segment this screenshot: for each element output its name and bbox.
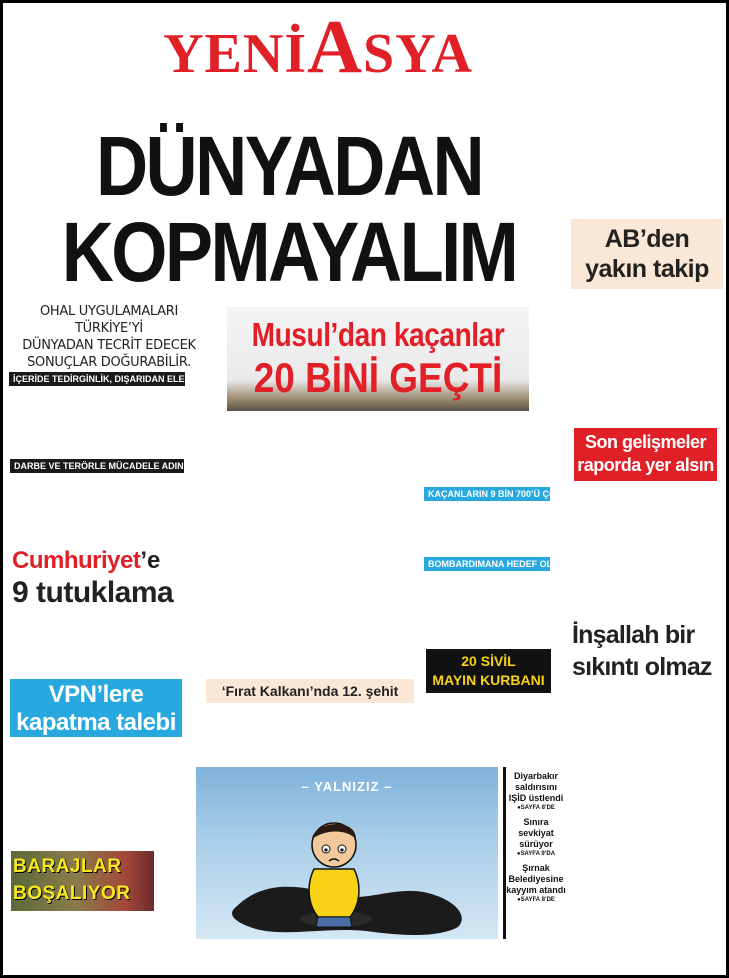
vpn-line1: VPN’lere <box>48 681 144 708</box>
son-gelismeler-line1: Son gelişmeler <box>584 432 707 452</box>
barajlar-line1: BARAJLAR <box>13 856 122 877</box>
main-headline[interactable] <box>15 119 563 299</box>
cumhuriyet-brand: Cumhuriyet <box>12 547 141 574</box>
sidebar-item-page: ●SAYFA 8’DE <box>517 897 555 903</box>
son-gelismeler-box[interactable] <box>574 428 717 481</box>
sidebar-item-diyarbakir[interactable] <box>506 771 566 813</box>
mayin-line2: MAYIN KURBANI <box>432 672 545 688</box>
sidebar-item-title: Belediyesine <box>508 874 564 884</box>
vpn-headline-box[interactable] <box>10 679 182 737</box>
ab-takip-box[interactable] <box>571 219 723 289</box>
ohal-line2: DÜNYADAN TECRİT EDECEK <box>22 338 196 353</box>
firat-kalkani-box[interactable]: ‘Fırat Kalkanı’nda 12. şehit <box>206 679 414 703</box>
musul-line2: 20 BİNİ GEÇTİ <box>253 354 503 401</box>
darbe-strip[interactable]: DARBE VE TERÖRLE MÜCADELE ADINA TASFİYE <box>10 459 184 473</box>
sidebar-item-title: saldırısını <box>514 782 558 792</box>
ohal-line1: OHAL UYGULAMALARI TÜRKİYE’Yİ <box>39 304 179 336</box>
sidebar-item-title: Diyarbakır <box>513 771 559 781</box>
cumhuriyet-line2: 9 tutuklama <box>12 576 174 609</box>
cumhuriyet-headline[interactable] <box>12 547 192 611</box>
sidebar-item-page: ●SAYFA 8’DE <box>517 805 555 811</box>
masthead-part1: YENİ <box>163 23 308 85</box>
insallah-line2: sıkıntı olmaz <box>572 653 712 681</box>
barajlar-line2: BOŞALIYOR <box>13 883 131 904</box>
ohal-subheadline <box>9 303 209 371</box>
sidebar-item-sinira[interactable] <box>506 817 566 859</box>
sidebar-item-page: ●SAYFA 9’DA <box>516 851 556 857</box>
kacanlarin-strip[interactable]: KAÇANLARIN 9 BİN 700’Ü ÇOCUK <box>424 487 550 501</box>
ohal-line3: SONUÇLAR DOĞURABİLİR. <box>27 355 191 370</box>
headline-line1: DÜNYADAN <box>95 119 483 213</box>
ab-takip-line2: yakın takip <box>585 255 709 283</box>
barajlar-headline <box>13 853 133 907</box>
cumhuriyet-suffix: ’e <box>140 547 161 574</box>
mayin-kurbani-box[interactable] <box>426 649 551 693</box>
sidebar-item-title: Şırnak <box>522 863 550 873</box>
insallah-headline[interactable] <box>572 619 727 683</box>
sidebar-item-title: IŞİD üstlendi <box>508 793 564 803</box>
musul-line1: Musul’dan kaçanlar <box>251 316 505 353</box>
masthead-part2: A <box>307 5 364 89</box>
cartoon-caption: – YALNIZIZ – <box>301 779 393 794</box>
lonely-child-illustration <box>196 767 498 939</box>
iceride-strip[interactable]: İÇERİDE TEDİRGİNLİK, DIŞARIDAN ELEŞTİRİ <box>9 372 185 386</box>
masthead-logo[interactable] <box>98 5 538 89</box>
masthead-part3: SYA <box>363 23 473 85</box>
bombardiman-strip[interactable]: BOMBARDIMANA HEDEF OLDULAR <box>424 557 550 571</box>
son-gelismeler-line2: raporda yer alsın <box>577 455 714 475</box>
barajlar-photo-box[interactable] <box>11 851 154 911</box>
vpn-line2: kapatma talebi <box>16 709 176 736</box>
cartoon-illustration[interactable] <box>196 767 498 939</box>
sidebar-item-title: Sınıra <box>523 817 549 827</box>
mayin-line1: 20 SİVİL <box>461 653 516 669</box>
sidebar-news-list <box>503 767 566 939</box>
musul-headline-box[interactable] <box>227 307 529 411</box>
headline-line2: KOPMAYALIM <box>61 205 517 299</box>
sidebar-item-title: kayyım atandı <box>506 885 566 895</box>
sidebar-item-title: sevkiyat <box>518 828 554 838</box>
ab-takip-line1: AB’den <box>604 225 690 253</box>
sidebar-item-sirnak[interactable] <box>506 863 566 905</box>
insallah-line1: İnşallah bir <box>572 621 695 649</box>
sidebar-item-title: sürüyor <box>519 839 553 849</box>
